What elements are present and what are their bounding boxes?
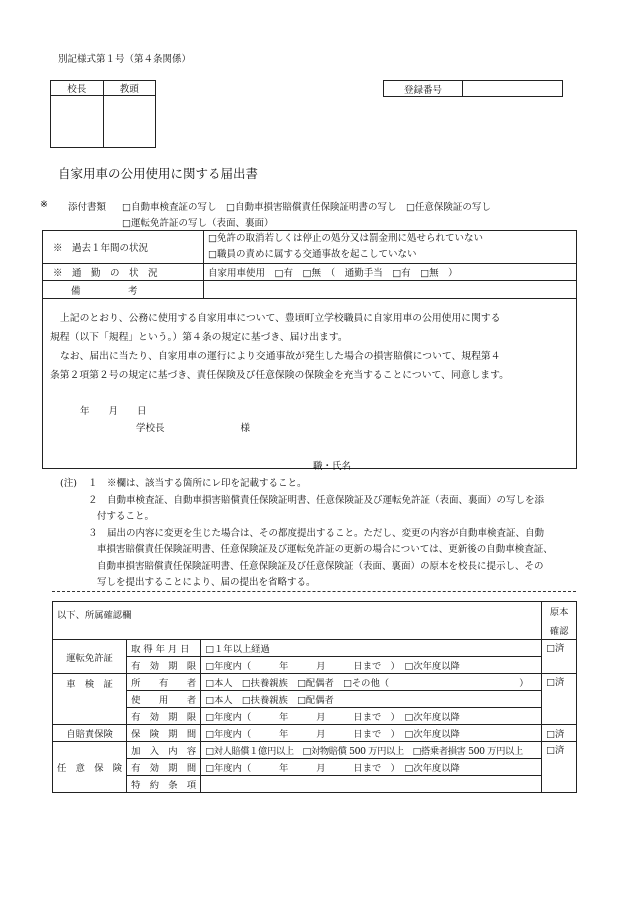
principal-header: 校長: [51, 81, 104, 96]
owner-value[interactable]: □本人 □扶養親族 □配偶者 □その他（ ）: [201, 674, 542, 691]
past-year-option-2[interactable]: □職員の責めに属する交通事故を起こしていない: [208, 249, 417, 260]
license-expiry-label: 有 効 期 限: [127, 657, 201, 674]
vol-content-label: 加 入 内 容: [127, 742, 201, 759]
vol-expiry-label: 有 効 期 間: [127, 759, 201, 776]
note-1-number: １: [88, 478, 98, 489]
license-expiry-value[interactable]: □年度内（ 年 月 日まで ） □次年度以降: [201, 657, 542, 674]
inspection-group-label: 車 検 証: [53, 674, 127, 725]
commute-value[interactable]: 自家用車使用 □有 □無 （ 通勤手当 □有 □無 ）: [204, 264, 577, 281]
note-1-text: ※欄は、該当する箇所にレ印を記載すること。: [107, 478, 307, 489]
note-3-number: ３: [88, 528, 98, 539]
confirmation-header: 以下、所属確認欄: [53, 602, 542, 640]
document-title: 自家用車の公用使用に関する届出書: [58, 166, 259, 181]
compulsory-period-value[interactable]: □年度内（ 年 月 日まで ） □次年度以降: [201, 725, 542, 742]
note-3-text-c: 自動車損害賠償責任保険証明書、任意保険証及び任意保険証（表面、裏面）の原本を校長に提示し、その: [97, 561, 544, 572]
body-paragraph-2-line-2: 条第２項第２号の規定に基づき、責任保険及び任意保険の保険金を充当することについて、同意します。: [50, 370, 509, 381]
compulsory-confirm-check[interactable]: □済: [542, 725, 577, 742]
status-table: [42, 230, 577, 299]
past-year-options: [204, 231, 577, 264]
vol-special-value[interactable]: [201, 776, 542, 793]
vice-principal-stamp-cell[interactable]: [103, 96, 156, 148]
note-2-number: ２: [88, 495, 98, 506]
note-3-text-b: 車損害賠償責任保険証明書、任意保険証及び運転免許証の更新の場合については、更新後の自動車検査証、: [97, 544, 553, 555]
past-year-label: ※ 過去１年間の状況: [43, 231, 204, 264]
form-label: 別記様式第１号（第４条関係）: [58, 54, 192, 65]
license-acquired-value[interactable]: □１年以上経過: [201, 640, 542, 657]
attachments-line-2: □運転免許証の写し（表面、裏面）: [122, 218, 274, 229]
body-paragraph-1-line-2: 規程（以下「規程」という。）第４条の規定に基づき、届け出ます。: [50, 332, 348, 343]
owner-label: 所 有 者: [127, 674, 201, 691]
remarks-label: 備 考: [43, 281, 204, 299]
addressee-line: 学校長 様: [136, 423, 251, 434]
license-group-label: 運転免許証: [53, 640, 127, 674]
remarks-field[interactable]: [204, 281, 577, 299]
note-3-text-d: 写しを提出することにより、届の提出を省略する。: [97, 577, 316, 588]
attachments-label: 添付書類: [68, 202, 107, 213]
note-2-text-a: 自動車検査証、自動車損害賠償責任保険証明書、任意保険証及び運転免許証（表面、裏面）の写しを添: [107, 495, 545, 506]
vol-content-value[interactable]: □対人賠償１億円以上 □対物賠償 500 万円以上 □搭乗者損害 500 万円以上: [201, 742, 542, 759]
notes-prefix: (注): [60, 478, 77, 489]
body-paragraph-1-line-1: 上記のとおり、公務に使用する自家用車について、豊頃町立学校職員に自家用車の公用使用に関する: [60, 313, 501, 324]
signature-label[interactable]: 職・氏名: [313, 461, 352, 472]
user-label: 使 用 者: [127, 691, 201, 708]
original-confirm-header-1: 原本: [542, 602, 577, 621]
voluntary-group-label: 任 意 保 険: [53, 742, 127, 793]
date-line[interactable]: 年 月 日: [80, 406, 147, 417]
license-confirm-check[interactable]: □済: [542, 640, 577, 674]
original-confirm-header-2: 確認: [542, 621, 577, 640]
attachments-line-1: □自動車検査証の写し □自動車損害賠償責任保険証明書の写し □任意保険証の写し: [122, 202, 491, 213]
approval-stamp-table: [50, 80, 156, 148]
attachments-mark: ※: [40, 199, 48, 210]
confirmation-table: [52, 601, 577, 793]
inspection-expiry-label: 有 効 期 限: [127, 708, 201, 725]
inspection-expiry-value[interactable]: □年度内（ 年 月 日まで ） □次年度以降: [201, 708, 542, 725]
vol-special-label: 特 約 条 項: [127, 776, 201, 793]
voluntary-confirm-check[interactable]: □済: [542, 742, 577, 793]
registration-table: [383, 80, 563, 97]
vice-principal-header: 教頭: [103, 81, 156, 96]
compulsory-period-label: 保 険 期 間: [127, 725, 201, 742]
commute-label: ※ 通 勤 の 状 況: [43, 264, 204, 281]
compulsory-group-label: 自賠責保険: [53, 725, 127, 742]
registration-label: 登録番号: [384, 81, 463, 97]
past-year-option-1[interactable]: □免許の取消若しくは停止の処分又は罰金刑に処せられていない: [208, 233, 483, 244]
user-value[interactable]: □本人 □扶養親族 □配偶者: [201, 691, 542, 708]
note-2-text-b: 付すること。: [97, 511, 155, 522]
note-3-text-a: 届出の内容に変更を生じた場合は、その都度提出すること。ただし、変更の内容が自動車検査証、自動: [107, 528, 545, 539]
inspection-confirm-check[interactable]: □済: [542, 674, 577, 725]
vol-expiry-value[interactable]: □年度内（ 年 月 日まで ） □次年度以降: [201, 759, 542, 776]
body-paragraph-2-line-1: なお、届出に当たり、自家用車の運行により交通事故が発生した場合の損害賠償について、規程第４: [60, 351, 501, 362]
principal-stamp-cell[interactable]: [51, 96, 104, 148]
license-acquired-label: 取 得 年 月 日: [127, 640, 201, 657]
dashed-separator: [52, 591, 576, 592]
registration-number-field[interactable]: [463, 81, 563, 97]
